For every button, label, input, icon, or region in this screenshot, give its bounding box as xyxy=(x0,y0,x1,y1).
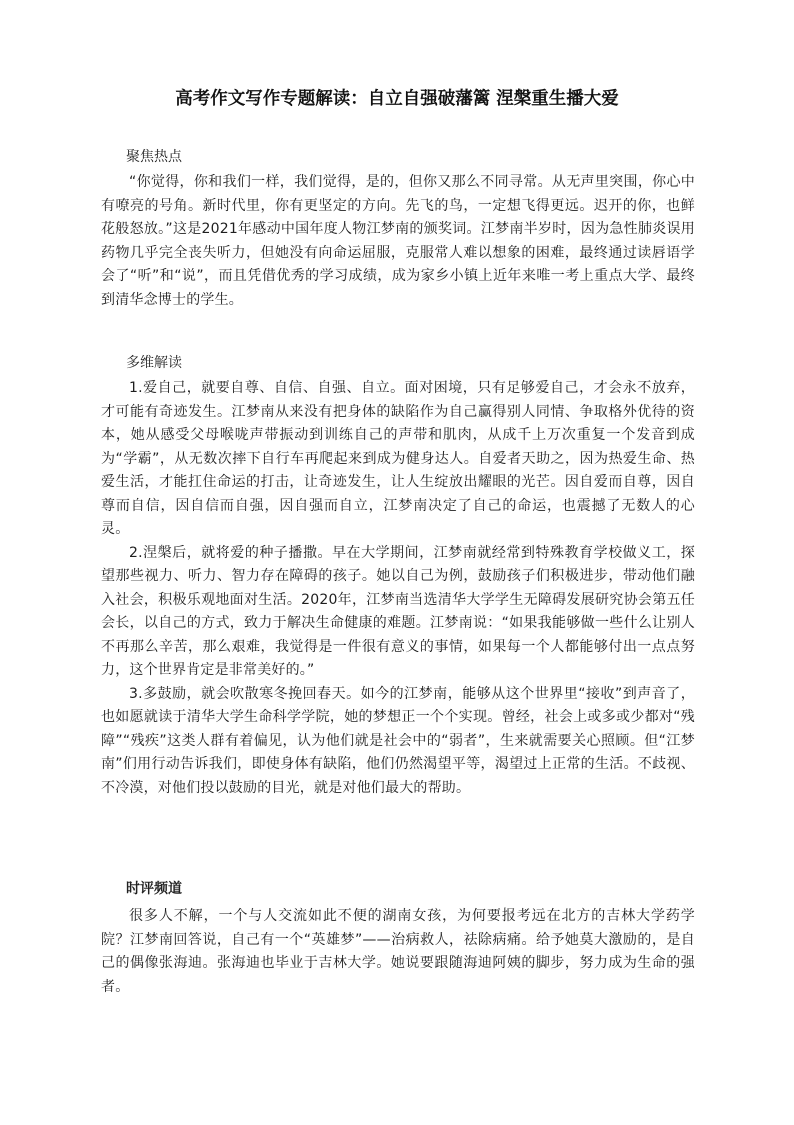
paragraph: 2.涅槃后，就将爱的种子播撒。早在大学期间，江梦南就经常到特殊教育学校做义工，探望那些视力、听力、智力存在障碍的孩子。她以自己为例，鼓励孩子们积极进步，带动他们融入社会，积极乐观地面对生活。2020年，江梦南当选清华大学学生无障碍发展研究协会第五任会长，以自己的方式，致力于解决生命健康的难题。江梦南说：“如果我能够做一些什么让别人不再那么辛苦，那么艰难，我觉得是一件很有意义的事情，如果每一个人都能够付出一点点努力，这个世界肯定是非常美好的。” xyxy=(101,544,695,678)
section-heading-multi: 多维解读 xyxy=(126,355,182,371)
section-multi xyxy=(101,377,695,800)
document-title: 高考作文写作专题解读：自立自强破藩篱 涅槃重生播大爱 xyxy=(175,89,619,109)
section-focus xyxy=(101,171,695,312)
paragraph: 3.多鼓励，就会吹散寒冬挽回春天。如今的江梦南，能够从这个世界里“接收”到声音了，也如愿就读于清华大学生命科学学院，她的梦想正一个个实现。曾经，社会上或多或少都对“残障”“残疾”这类人群有着偏见，认为他们就是社会中的“弱者”，生来就需要关心照顾。但“江梦南”们用行动告诉我们，即使身体有缺陷，他们仍然渴望平等，渴望过上正常的生活。不歧视、不冷漠，对他们投以鼓励的目光，就是对他们最大的帮助。 xyxy=(101,685,695,796)
paragraph: 很多人不解，一个与人交流如此不便的湖南女孩，为何要报考远在北方的吉林大学药学院？江梦南回答说，自己有一个“英雄梦”——治病救人，祛除病痛。给予她莫大激励的，是自己的偶像张海迪。张海迪也毕业于吉林大学。她说要跟随海迪阿姨的脚步，努力成为生命的强者。 xyxy=(101,908,695,995)
section-heading-focus: 聚焦热点 xyxy=(126,149,182,165)
section-heading-comment: 时评频道 xyxy=(126,881,182,897)
section-comment xyxy=(101,905,695,999)
paragraph: “你觉得，你和我们一样，我们觉得，是的，但你又那么不同寻常。从无声里突围，你心中有嘹亮的号角。新时代里，你有更坚定的方向。先飞的鸟，一定想飞得更远。迟开的你，也鲜花般怒放。”这是2021年感动中国年度人物江梦南的颁奖词。江梦南半岁时，因为急性肺炎误用药物几乎完全丧失听力，但她没有向命运屈服，克服常人难以想象的困难，最终通过读唇语学会了“听”和“说”，而且凭借优秀的学习成绩，成为家乡小镇上近年来唯一考上重点大学、最终到清华念博士的学生。 xyxy=(101,174,695,308)
paragraph: 1.爱自己，就要自尊、自信、自强、自立。面对困境，只有足够爱自己，才会永不放弃，才可能有奇迹发生。江梦南从来没有把身体的缺陷作为自己赢得别人同情、争取格外优待的资本，她从感受父母喉咙声带振动到训练自己的声带和肌肉，从成千上万次重复一个发音到成为“学霸”，从无数次摔下自行车再爬起来到成为健身达人。自爱者天助之，因为热爱生命、热爱生活，才能扛住命运的打击，让奇迹发生，让人生绽放出耀眼的光芒。因自爱而自尊，因自尊而自信，因自信而自强，因自强而自立，江梦南决定了自己的命运，也震撼了无数人的心灵。 xyxy=(101,380,695,537)
